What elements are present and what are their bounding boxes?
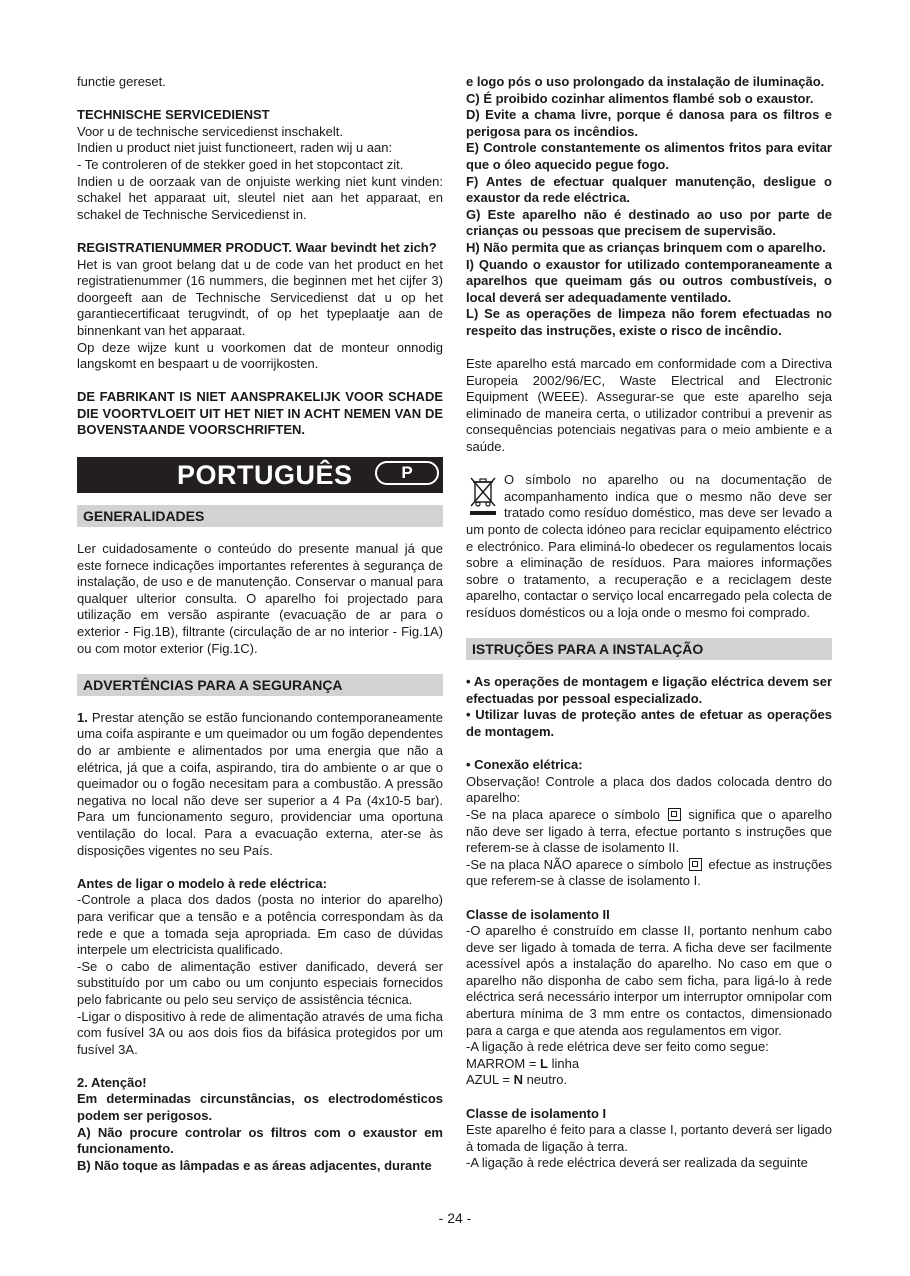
subsection-title: • Conexão elétrica: [466, 757, 583, 773]
wire-line [466, 1072, 832, 1089]
paragraph: -Se o cabo de alimentação estiver danificado, deverá ser substituído por um cabo ou um conjunto especiais fornecidos pelo fabricante ou pelo seu serviço de assistência técnica. [77, 958, 443, 1007]
text-span: AZUL = [466, 1072, 514, 1088]
weee-block [466, 472, 832, 621]
text-span: N [513, 1072, 523, 1088]
text-span: significa que o aparelho não deve ser ligado à terra, efectue portanto s instruções que referem-se à classe de isolamento II. [466, 806, 832, 856]
paragraph: -A ligação à rede eléctrica deverá ser realizada da seguinte [466, 1155, 808, 1171]
subsection-title: Antes de ligar o modelo à rede eléctrica: [77, 875, 327, 891]
subsection-title: Classe de isolamento II [466, 906, 610, 922]
section-header-advertencias: ADVERTÊNCIAS PARA A SEGURANÇA [77, 674, 443, 696]
paragraph: D) Evite a chama livre, porque é danosa para os filtros e perigosa para os incêndios. [466, 107, 832, 139]
paragraph: E) Controle constantemente os alimentos fritos para evitar que o óleo aquecido pegue fogo. [466, 140, 832, 172]
text-span: L [540, 1055, 548, 1071]
text-span: linha [548, 1055, 580, 1071]
paragraph: A) Não procure controlar os filtros com o exaustor em funcionamento. [77, 1124, 443, 1157]
wire-line [466, 1056, 832, 1073]
paragraph: Op deze wijze kunt u voorkomen dat de monteur onnodig langskomt en bespaart u de voorrijkosten. [77, 339, 443, 372]
disclaimer: DE FABRIKANT IS NIET AANSPRAKELIJK VOOR SCHADE DIE VOORTVLOEIT UIT HET NIET IN ACHT NEMEN VAN DE BOVENSTAANDE VOORSCHRIFTEN. [77, 389, 443, 438]
text-span: -Se na placa NÃO aparece o símbolo [466, 856, 684, 872]
paragraph: Observação! Controle a placa dos dados colocada dentro do aparelho: [466, 773, 832, 806]
paragraph: Voor u de technische servicedienst inschakelt. [77, 123, 343, 139]
paragraph: -Controle a placa dos dados (posta no interior do aparelho) para verificar que a tensão e a potência correspondam às da rede e que a tomada seja apropriada. Em caso de dúvidas interpele um electricista qualificado. [77, 892, 443, 958]
language-badge: P [375, 461, 439, 485]
right-column [466, 74, 832, 1172]
paragraph: G) Este aparelho não é destinado ao uso por parte de crianças ou pessoas que precisem de supervisão. [466, 206, 832, 239]
paragraph: Ler cuidadosamente o conteúdo do presente manual já que este fornece indicações importantes referentes à segurança de instalação, de uso e de manutenção. Conservar o manual para qualquer ulterior consulta. O aparelho foi projectado para utilização em versão aspirante (evacuação de ar para o exterior - Fig.1B), filtrante (circulação de ar no interior - Fig.1A) ou com motor exterior (Fig.1C). [77, 541, 443, 656]
paragraph: Indien u product niet juist functioneert, raden wij u aan: [77, 140, 393, 156]
paragraph: L) Se as operações de limpeza não forem efectuadas no respeito das instruções, existe o risco de incêndio. [466, 306, 832, 338]
text-line: functie gereset. [77, 74, 166, 89]
double-insulation-icon [668, 808, 681, 821]
paragraph: • As operações de montagem e ligação eléctrica devem ser efectuadas por pessoal especializado. [466, 674, 832, 706]
paragraph: -Ligar o dispositivo à rede de alimentação através de uma ficha com fusível 3A ou aos dois fios da bifásica protegidos por um fusível 3A. [77, 1008, 443, 1057]
banner-title: PORTUGUÊS [177, 460, 353, 491]
language-banner [77, 457, 443, 493]
paragraph: • Utilizar luvas de proteção antes de efetuar as operações de montagem. [466, 707, 832, 739]
paragraph: F) Antes de efectuar qualquer manutenção, desligue o exaustor da rede eléctrica. [466, 173, 832, 206]
paragraph: Het is van groot belang dat u de code van het product en het registratienummer (16 nummers, die beginnen met het cijfer 3) doorgeeft aan de Technische Servicedienst dat u op het garantiecertificaat terugvindt, of op het typeplaatje aan de binnenkant van het apparaat. [77, 256, 443, 338]
subsection-title: 2. Atenção! [77, 1074, 147, 1090]
section-header-instalacao: ISTRUÇÕES PARA A INSTALAÇÃO [466, 638, 832, 660]
paragraph: e logo pós o uso prolongado da instalação de iluminação. [466, 74, 825, 89]
paragraph: -O aparelho é construído em classe II, portanto nenhum cabo deve ser ligado à tomada de terra. A ficha deve ser facilmente acessível após a instalação do aparelho. No caso em que o aparelho não disponha de cabo sem ficha, para ligá-lo à rede eléctrica será necessário interpor um interruptor omnipolar com abertura mínima de 3 mm entre os contactos, dimensionado para a carga e que atenda aos regulamentos em vigor. [466, 923, 832, 1038]
paragraph: H) Não permita que as crianças brinquem com o aparelho. [466, 239, 826, 255]
text-span: -Se na placa aparece o símbolo [466, 806, 660, 822]
section-title: REGISTRATIENUMMER PRODUCT. Waar bevindt het zich? [77, 239, 437, 255]
paragraph: Este aparelho é feito para a classe I, portanto deverá ser ligado à tomada de ligação à terra. [466, 1122, 832, 1154]
item-text: Prestar atenção se estão funcionando contemporaneamente uma coifa aspirante e um queimador ou um fogão dependentes do ar ambiente e alimentados por uma energia que não a elétrica, já que a coifa, aspirando, tira do ambiente o ar que o queimador ou o fogão necesitam para a combustão. A pressão negativa no local não deve ser superior a 4 Pa (4x10-5 bar). Para um funcionamento seguro, providenciar uma oportuna ventilação do local. Para a evacuação externa, ater-se às disposições vigentes no seu País. [77, 709, 443, 858]
section-title: TECHNISCHE SERVICEDIENST [77, 107, 270, 123]
page-number: - 24 - [438, 1210, 472, 1226]
text-span: neutro. [522, 1072, 568, 1088]
section-header-generalidades: GENERALIDADES [77, 505, 443, 527]
paragraph: B) Não toque as lâmpadas e as áreas adjacentes, durante [77, 1157, 432, 1173]
subsection-title: Classe de isolamento I [466, 1105, 607, 1121]
double-insulation-icon [689, 858, 702, 871]
paragraph [77, 710, 443, 859]
crossed-bin-icon [466, 474, 500, 518]
paragraph: Em determinadas circunstâncias, os electrodomésticos podem ser perigosos. [77, 1091, 443, 1124]
item-number: 1. [77, 709, 88, 725]
paragraph: - Te controleren of de stekker goed in het stopcontact zit. [77, 156, 404, 172]
text-span: MARROM = [466, 1055, 541, 1071]
text-span: efectue as instruções que referem-se à classe de isolamento I. [466, 856, 832, 889]
paragraph: O símbolo no aparelho ou na documentação de acompanhamento indica que o mesmo não deve ser tratado como resíduo doméstico, mas deve ser levado a um ponto de colecta idóneo para reciclar equipamento eléctrico e electrónico. Para eliminá-lo obedecer os regulamentos locais sobre a eliminação de resíduos. Para maiores informações sobre o tratamento, a recuperação e a reciclagem deste aparelho, contactar o serviço local encarregado pela colecta de resíduos domésticos ou a loja onde o mesmo foi comprado. [466, 472, 832, 620]
paragraph [466, 857, 832, 890]
left-column [77, 74, 443, 1174]
paragraph: Indien u de oorzaak van de onjuiste werking niet kunt vinden: schakel het apparaat uit, sleutel niet aan het apparaat, en schakel de Technische Servicedienst in. [77, 173, 443, 222]
paragraph: C) É proibido cozinhar alimentos flambé sob o exaustor. [466, 90, 814, 106]
paragraph: I) Quando o exaustor for utilizado contemporaneamente a aparelhos que queimam gás ou outros combustíveis, o local deverá ser adequadamente ventilado. [466, 256, 832, 305]
paragraph: Este aparelho está marcado em conformidade com a Directiva Europeia 2002/96/EC, Waste Electrical and Electronic Equipment (WEEE). Assegurar-se que este aparelho seja eliminado de maneira certa, o utilizador contribui a prevenir as consequências potenciais negativas para o meio ambiente e a saúde. [466, 356, 832, 455]
paragraph [466, 807, 832, 857]
paragraph: -A ligação à rede elétrica deve ser feito como segue: [466, 1039, 769, 1055]
